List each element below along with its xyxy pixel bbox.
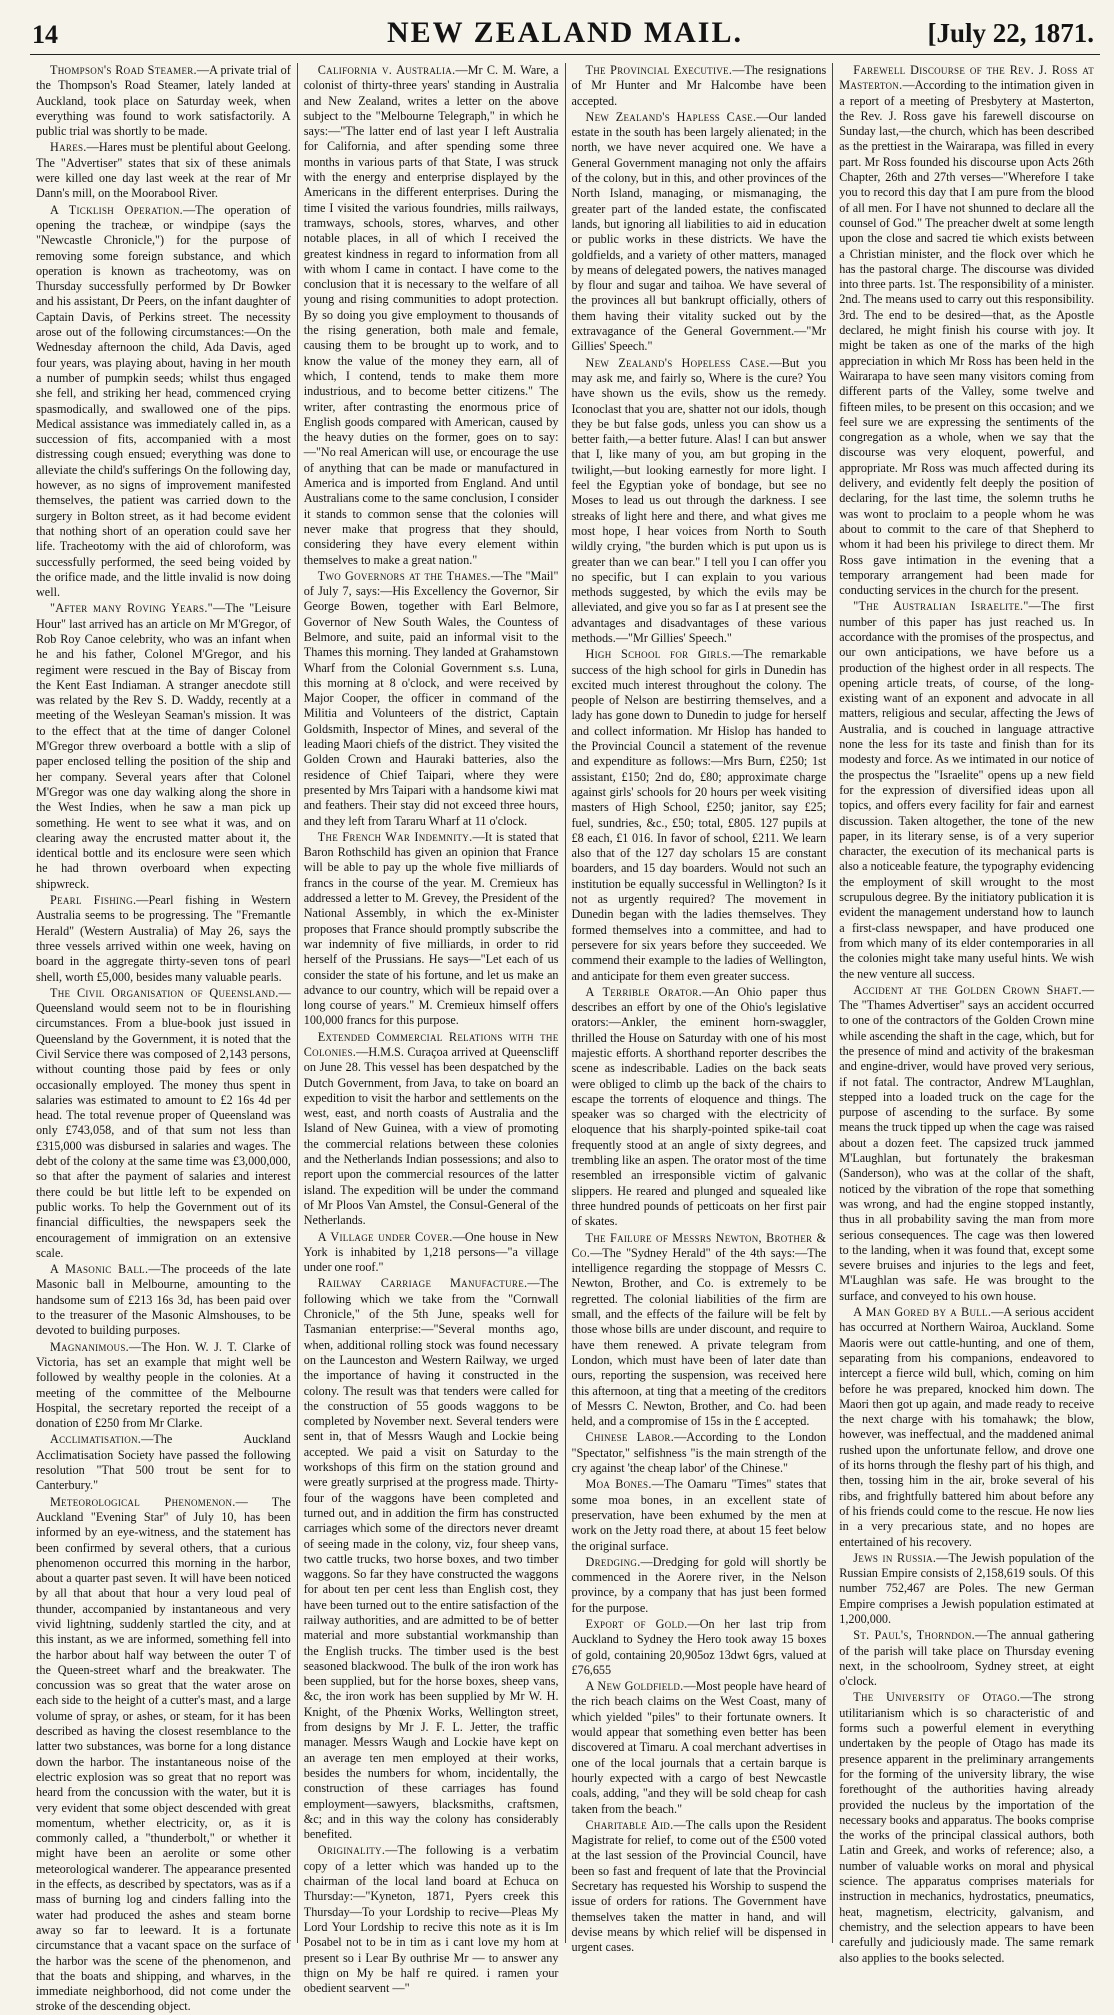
article-headline: The Failure of Messrs Newton, Brother & Co. [571, 1230, 827, 1260]
article-body: —The "Thames Advertiser" says an accident occurred to one of the contractors of the Golden Crown mine while ascending the shaft in the cage, which, but for the presence of mind and activity of the brakesman and engine-driver, would have proved very serious, if not fatal. The contractor, Andrew M'Laughlan, stepped into a loaded truck on the cage for the purpose of ascending to the surface. By some means the truck tipped up when the cage was raised about a dozen feet. The capsized truck jammed M'Laughlan, but fortunately the brakesman (Sanderson), who was at the collar of the shaft, noticed by the vibration of the rope that something was wrong, and had the engine stopped instantly, thus in all probability saving the man from more serious consequences. The cage was then lowered to the landing, when it was found that, except some severe bruises and injuries to the legs and feet, M'Laughlan was safe. He was brought to the surface, and conveyed to his own house. [839, 982, 1094, 1303]
article-headline: The Provincial Executive. [585, 63, 733, 77]
article-headline: Chinese Labor. [585, 1430, 675, 1445]
article-body: —One house in New York is inhabited by 1,218 persons—"a village under one roof." [303, 1229, 559, 1275]
article-body: —The operation of opening the tracheæ, or windpipe (says the "Newcastle Chronicle,") for the purpose of removing some foreign substance, and which operation is known as tracheotomy, was on Thursday successfully performed by Dr Bowker and his assistant, Dr Peers, on the infant daughter of Captain Davis, of Perkins street. The necessity arose out of the following circumstances:—On the Wednesday afternoon the child, Ada Davis, aged four years, was playing about, having in her mouth a number of pumpkin seeds; whilst thus engaged she fell, and striking her head, commenced crying spasmodically, and swallowed one of the pips. Medical assistance was immediately called in, as a succession of fits, accompanied with a most distressing cough ensued; everything was done to alleviate the child's sufferings On the following day, however, as no signs of improvement manifested themselves, the patient was carried down to the surgery in Bolton street, as it had become evident that nothing short of an operation could save her life. Tracheotomy with the aid of chloroform, was successfully performed, the seed being voided by the orifice made, and the little invalid is now doing well. [36, 202, 291, 600]
article-body: —H.M.S. Curaçoa arrived at Queenscliff on June 28. This vessel has been despatched by the Dutch Government, from Java, to take on board an expedition to visit the harbor and settlements on the west, east, and north coasts of Australia and the Island of New Guinea, with a view of promoting the commercial relations between these colonies and the Netherlands Indian possessions; and also to report upon the commercial resources of the latter island. The expedition will be under the command of Mr Ploos Van Amstel, the Consul-General of the Netherlands. [303, 1045, 559, 1228]
article-headline: A Terrible Orator. [585, 984, 702, 999]
article-body: — The Auckland "Evening Star" of July 10, has been informed by an eye-witness, and the statement has been confirmed by several others, that a curious phenomenon occurred this morning in the harbor, about a quarter past seven. It will have been noticed by all that about that hour a very loud peal of thunder, accompanied by instantaneous and very vivid lightning, suddenly startled the city, and at this instant, as we are informed, something fell into the harbor about half way between the outer T of the Queen-street wharf and the breakwater. The concussion was so great that the water arose on each side to the height of a cutter's mast, and a large volume of spray, or ashes, or steam, for it has been described as having the closest resemblance to the latter two substances, was borne for a long distance down the harbor. The instantaneous noise of the electric explosion was so great that no report was heard from the concussion with the water, but it is very evident that some object descended with great momentum, whether electricity, or, as it is commonly called, a "thunderbolt," or whether it might have been an aerolite or some other meteorological wanderer. The appearance presented in the effects, as described by spectators, was as if a mass of burning log and cinders falling into the water had produced the ashes and steam borne away so far to leeward. It is a fortunate circumstance that a vacant space on the surface of the harbor was the scene of the phenomenon, and that the boats and shipping, and wharves, in the immediate neighborhood, did not come under the stroke of the descending object. [36, 1494, 291, 2014]
article-headline: Thompson's Road Steamer. [50, 63, 197, 77]
article-headline: Magnanimous. [50, 1339, 129, 1354]
article-body: —On her last trip from Auckland to Sydney the Hero took away 15 boxes of gold, containing 20,905oz 13dwt 6grs, valued at £76,655 [571, 1616, 827, 1677]
article [572, 110, 827, 355]
article-headline: Two Governors at the Thames. [317, 568, 491, 583]
article [36, 63, 291, 139]
newspaper-title: NEW ZEALAND MAIL. [387, 16, 743, 49]
article-headline: Moa Bones. [585, 1477, 652, 1492]
article-headline: Acclimatisation. [50, 1432, 142, 1447]
article-headline: "After many Roving Years." [50, 601, 213, 616]
article-body: —The "Mail" of July 7, says:—His Excellency the Governor, Sir George Bowen, together with Earl Belmore, Governor of New South Wales, the Countess of Belmore, and suite, paid an informal visit to the Thames this morning. They landed at Grahamstown Wharf from the Colonial Government s.s. Luna, this morning at 8 o'clock, and were received by Major Cooper, the officer in command of the Militia and Volunteers of the district, Captain Goldsmith, Inspector of Mines, and several of the leading Maori chiefs of the district. They visited the Golden Crown and Hauraki batteries, also the residence of Chief Taipari, where they were presented by Mrs Taipari with a handsome kiwi mat and feathers. Their stay did not exceed three hours, and they left from Tararu Wharf at 11 o'clock. [303, 568, 559, 828]
article-headline: Farewell Discourse of the Rev. J. Ross at Masterton. [839, 63, 1094, 93]
article-headline: "The Australian Israelite." [853, 599, 1029, 614]
column-1 [30, 63, 298, 2014]
article [572, 1818, 827, 1956]
article [36, 1432, 291, 1493]
article-body: —Queensland would seem not to be in flourishing circumstances. From a blue-book just issued in Queensland by the Government, it is noted that the Civil Service there was composed of 2,143 persons, without counting those paid by fees or only occasionally employed. The money thus spent in salaries was estimated to amount to £2 16s 4d per head. The total revenue proper of Queensland was only £743,058, and of that sum not less than £315,000 was disbursed in salaries and wages. The debt of the colony at the same time was £3,000,000, so that after the payment of salaries and interest there could be but little left to be expended on public works. To help the Government out of its financial difficulties, the newspapers seek the encouragement of immigration on an extensive scale. [36, 985, 291, 1260]
article-body: —The following is a verbatim copy of a letter which was handed up to the chairman of the local land board at Echuca on Thursday:—"Kyneton, 1871, Pyers creek this Thursday—To your Lordship to recive—Pleas My Lord Your Lordship to recive this note as it is Im Posabel not to be in tim as i cant love my hom at present so i Lear By outhrise Mr — to answer any thign on My be half re quired. i ramen your obedient searvent —" [303, 1843, 559, 1996]
column-4 [833, 63, 1100, 1965]
article-headline: New Zealand's Hapless Case. [585, 109, 757, 124]
article-headline: The Civil Organisation of Queensland. [50, 985, 279, 1000]
article [572, 1555, 827, 1616]
article-headline: Hares. [50, 140, 87, 155]
article-body: —The annual gathering of the parish will take place on Thursday evening next, in the schoolroom, Sydney street, at eight o'clock. [839, 1628, 1094, 1689]
article [36, 986, 291, 1261]
article [304, 1276, 559, 1842]
article [36, 1262, 291, 1338]
article-headline: St. Paul's, Thorndon. [853, 1628, 976, 1643]
article [36, 140, 291, 201]
article-body: —Dredging for gold will shortly be commenced in the Aorere river, in the Nelson province, by a company that has just been formed for the purpose. [571, 1554, 827, 1615]
article-body: —Our landed estate in the south has been largely alienated; in the north, we have never acquired one. We have a General Government managing not only the affairs of the colony, but in this, and other provinces of the North Island, managing, or mismanaging, the greater part of the landed estate, the confiscated lands, but ignoring all liabilities to aid in education or public works in these districts. We have the goldfields, and a variety of other matters, managed by means of delegated powers, the natives managed by flour and sugar and taihoa. We have several of the provinces all but bankrupt officially, others of them having their vitality sucked out by the extravagance of the General Government.—"Mr Gillies' Speech." [571, 109, 827, 354]
article-body: —Pearl fishing in Western Australia seems to be progressing. The "Fremantle Herald" (Western Australia) of May 26, says the three vessels arrived within one week, having on board in the aggregate thirty-seven tons of pearl shell, worth £5,000, besides many valuable pearls. [36, 893, 291, 984]
article [572, 63, 827, 109]
article-body: —The strong utilitarianism which is so characteristic of and forms such a powerful element in everything undertaken by the people of Otago has made its presence apparent in the preliminary arrangements for the forming of the university library, the wise forethought of the authorities having already provided the nucleus by the importation of the necessary books and apparatus. The books comprise the works of the principal classical authors, both Latin and Greek, and works of reference; also, a number of valuable works on moral and physical science. The apparatus comprises materials for instruction in mechanics, hydrostatics, pneumatics, heat, magnetism, electricity, galvanism, and chemistry, and the selection appears to have been carefully and judiciously made. The same remark also applies to the books selected. [839, 1690, 1094, 1965]
article-headline: Pearl Fishing. [50, 893, 137, 908]
article-body: —The proceeds of the late Masonic ball in Melbourne, amounting to the handsome sum of £213 16s 3d, has been paid over to the treasurer of the Masonic Almshouses, to be devoted to building purposes. [36, 1262, 291, 1338]
article [304, 63, 559, 568]
article-body: —The calls upon the Resident Magistrate for relief, to come out of the £500 voted at the last session of the Provincial Council, have been so fast and frequent of late that the Provincial Secretary has requested his Worship to suspend the issue of orders for rations. The Government have themselves taken the matter in hand, and will devise means by which relief will be dispensed in urgent cases. [571, 1817, 827, 1955]
article-body: —The following which we take from the "Cornwall Chronicle," of the 5th June, speaks well for Tasmanian enterprise:—"Several months ago, when, additional rolling stock was found necessary on the Launceston and Western Railway, we urged the importance of having it constructed in the colony. The result was that tenders were called for the construction of 55 goods waggons to be completed by November next. Several tenders were sent in, that of Messrs Waugh and Lockie being accepted. We paid a visit on Saturday to the workshops of this firm on the station ground and were greatly surprised at the progress made. Thirty-four of the waggons have been completed and turned out, and in addition the firm has constructed carriages which some of the directors never dreamt of seeing made in the colony, viz, four sheep vans, two cattle trucks, two horse boxes, and two timber waggons. So far they have constructed the waggons for about ten per cent less than English cost, they have been turned out to the entire satisfaction of the railway authorities, and are admitted to be of better material and more substantial workmanship than the English trucks. The timber used is the best seasoned blackwood. The bulk of the iron work has been supplied, but for the horse boxes, sheep vans, &c, the iron work has been supplied by Mr W. H. Knight, of the Phœnix Works, Wellington street, from designs by Mr J. F. L. Jetter, the traffic manager. Messrs Waugh and Lockie have kept on an average ten men employed at their works, besides the numbers for whom, incidentally, the construction of these carriages has found employment—sawyers, blacksmiths, craftsmen, &c; and in this way the colony has considerably benefited. [303, 1276, 559, 1842]
article-headline: A Man Gored by a Bull. [853, 1305, 992, 1320]
article-headline: A New Goldfield. [585, 1679, 684, 1694]
article [36, 601, 291, 892]
column-2 [298, 63, 566, 1996]
article-headline: The French War Indemnity. [317, 829, 473, 844]
article-body: —The Jewish population of the Russian Empire consists of 2,158,619 souls. Of this number 752,467 are Poles. The new German Empire comprises a Jewish population estimated at 1,200,000. [839, 1550, 1095, 1626]
article-headline: The University of Otago. [853, 1690, 1021, 1705]
article-body: —According to the London "Spectator," selfishness "is the main strength of the cry against 'the cheap labor' of the Chinese." [571, 1430, 827, 1476]
article-body: —A private trial of the Thompson's Road Steamer, lately landed at Auckland, took place on Saturday week, when everything was found to work satisfactorily. A public trial was shortly to be made. [36, 63, 291, 139]
article-body: —The "Leisure Hour" last arrived has an article on Mr M'Gregor, of Rob Roy Canoe celebrity, who was an infant when he and his father, Colonel M'Gregor, and his regiment were rescued in the Bay of Biscay from the Kent East Indiaman. A stranger anecdote still was related by the Rev S. D. Waddy, recently at a meeting of the Wesleyan Seaman's mission. It was to the effect that at the time of danger Colonel M'Gregor threw overboard a bottle with a slip of paper enclosed telling the position of the ship and her company. Several years after that Colonel M'Gregor was one day walking along the shore in the West Indies, when he saw a man pick up something. He went to see what it was, and on clearing away the encrusted matter about it, the identical bottle and its enclosure were seen which he had thrown overboard when expecting shipwreck. [36, 601, 291, 891]
article-body: —Mr C. M. Ware, a colonist of thirty-three years' standing in Australia and New Zealand, writes a letter on the above subject to the "Melbourne Telegraph," in which he says:—"The latter end of last year I left Australia for California, and after spending some three months in various parts of that State, I was struck with the energy and enterprise displayed by the Americans in the different enterprises. During the time I visited the various foundries, mills railways, tramways, schools, stores, wharves, and other notable places, in all of which I received the greatest kindness in regard to information from all with whom I came in contact. I have come to the conclusion that it is necessary to the welfare of all young and rising communities to adopt protection. By so doing you give employment to thousands of the rising generation, both male and female, causing them to be brought up to work, and to know the value of the money they earn, all of which, I contend, tends to make them more industrious, and to become better citizens." The writer, after contrasting the enormous price of English goods compared with American, caused by the heavy duties on the former, goes on to say:—"No real American will use, or encourage the use of anything that can be made or manufactured in America and is imported from England. And until Australians come to the same conclusion, I consider it stands to common sense that the colonies will never make that progress that they should, considering they have every element within themselves to make a great nation." [303, 63, 559, 567]
article-headline: Jews in Russia. [853, 1550, 937, 1565]
article-body: —It is stated that Baron Rothschild has given an opinion that France will be able to pay up the whole five milliards of francs in the course of the year. M. Cremieux has addressed a letter to M. Grevey, the President of the National Assembly, in which the ex-Minister proposes that France should promptly subscribe the war indemnity of five milliards, in order to rid herself of the Prussians. He says—"Let each of us consider the state of his fortune, and let us make an advance to our country, which will be repaid over a long course of years." M. Cremieux himself offers 100,000 francs for this purpose. [303, 829, 559, 1028]
article-headline: Extended Commercial Relations with the Colonies. [303, 1029, 559, 1059]
article-headline: Meteorological Phenomenon. [50, 1494, 236, 1509]
article-headline: A Ticklish Operation. [50, 202, 183, 217]
article-headline: New Zealand's Hopeless Case. [585, 355, 770, 370]
article-body: —Most people have heard of the rich beach claims on the West Coast, many of which yielded "piles" to their fortunate owners. It would appear that something even better has been discovered at Timaru. A coal merchant advertises in one of the local journals that a certain barque is hourly expected with a cargo of best Newcastle coals, adding, "and they will be sold cheap for cash taken from the beach." [571, 1679, 827, 1816]
article [839, 1628, 1094, 1689]
article-body: —The first number of this paper has just reached us. In accordance with the promises of the prospectus, and our own anticipations, we have before us a production of the highest order in all respects. The opening article treats, of course, of the long-existing want of an exponent and advocate in all matters, religious and secular, affecting the Jews of Australia, and is couched in language attractive none the less for its taste and finish than for its modesty and force. As we intimated in our notice of the prospectus the "Israelite" opens up a new field for the expression of diversified ideas upon all topics, and offers every facility for fair and earnest discussion. Taken altogether, the tone of the new paper, in its literary sense, is of a very superior character, the execution of its mechanical parts is also a noticeable feature, the typography evidencing the employment of skill wrought to the most scrupulous degree. By the initiatory publication it is evident the management understand how to launch a first-class newspaper, and have produced one from which many of its elder contemporaries in all the colonies might take many useful hints. We wish the new venture all success. [839, 599, 1094, 981]
article-headline: Charitable Aid. [585, 1817, 674, 1832]
article-headline: Dredging. [585, 1554, 641, 1569]
article-body: —The resignations of Mr Hunter and Mr Halcombe have been accepted. [571, 63, 827, 108]
page-number: 14 [32, 20, 58, 49]
article [839, 983, 1094, 1304]
article [36, 893, 291, 985]
article-body: —The Oamaru "Times" states that some moa bones, in an excellent state of preservation, have been exhumed by the men at work on the Jetty road there, at about 15 feet below the original surface. [571, 1477, 827, 1553]
article [36, 1340, 291, 1432]
columns [30, 63, 1100, 2014]
article-body: —The Hon. W. J. T. Clarke of Victoria, has set an example that might well be followed by wealthy people in the colonies. At a meeting of the committee of the Melbourne Hospital, the secretary reported the receipt of a donation of £250 from Mr Clarke. [36, 1339, 291, 1431]
article [839, 599, 1094, 981]
article [572, 1477, 827, 1553]
article-body: —A serious accident has occurred at Northern Wairoa, Auckland. Some Maoris were out cattle-hunting, and one of them, separating from his companions, endeavored to intercept a fierce wild bull, which, coming on him before he was prepared, knocked him down. The Maori then got up again, and made ready to receive the next charge with his tomahawk; the blow, however, was ineffectual, and the maddened animal rushed upon the unfortunate fellow, and drove one of its horns through the fleshy part of his thigh, and then, tossing him in the air, broke several of his ribs, and frightfully battered him about before any of his friends could come to the rescue. He now lies in a very precarious state, and no hopes are entertained of his recovery. [839, 1305, 1094, 1549]
issue-date: [July 22, 1871. [927, 18, 1094, 48]
article [839, 1305, 1094, 1550]
article [572, 985, 827, 1230]
article [839, 63, 1094, 598]
article [572, 1617, 827, 1678]
article-headline: Originality. [317, 1843, 386, 1858]
article-body: —But you may ask me, and fairly so, Where is the cure? You have shown us the evils, show us the remedy. Iconoclast that you are, shatter not our idols, though they be but false gods, unless you can show us a better faith,—a better future. Alas! I can but answer that I, like many of you, am but groping in the twilight,—but looking earnestly for more light. I feel the Egyptian yoke of bondage, but see no Moses to lead us out through the darkness. I see streaks of light here and there, and what gives me most hope, I hear voices from North to South wildly crying, "the burden which is put upon us is greater than we can bear." I tell you I can offer you no specific, but I can explain to you various methods suggested, by which the evils may be alleviated, and give you so far as I at present see the advantages and disadvantages of these various methods.—"Mr Gillies' Speech." [571, 355, 827, 645]
masthead [30, 10, 1100, 55]
article-headline: Railway Carriage Manufacture. [317, 1276, 528, 1291]
article-headline: Accident at the Golden Crown Shaft. [853, 982, 1082, 997]
article [572, 1231, 827, 1430]
article [572, 356, 827, 647]
article-body: —The Auckland Acclimatisation Society have passed the following resolution "That 500 trout be sent for to Canterbury." [36, 1432, 291, 1493]
article [572, 1430, 827, 1476]
article [304, 830, 559, 1029]
column-3 [566, 63, 834, 1955]
article-headline: California v. Australia. [317, 63, 456, 77]
article [572, 1679, 827, 1817]
article [572, 647, 827, 984]
article [304, 1030, 559, 1229]
article [304, 569, 559, 829]
article [36, 203, 291, 601]
article-headline: A Masonic Ball. [50, 1262, 149, 1277]
article-headline: Export of Gold. [585, 1616, 688, 1631]
article-body: —An Ohio paper thus describes an effort by one of the Ohio's legislative orators:—Ankler, the eminent horn-swaggler, thrilled the House on Saturday with one of his most majestic efforts. A shorthand reporter describes the scene as indescribable. Ladies on the back seats were obliged to climb up the back of the chairs to escape the torrents of eloquence and things. The speaker was so charged with the electricity of eloquence that his sharply-pointed spike-tail coat frequently stood at an angle of sixty degrees, and trembling like an aspen. The orator most of the time resembled an irresponsible victim of galvanic slippers. He reared and plunged and squealed like three hundred pounds of petticoats on her first pair of skates. [571, 984, 827, 1229]
article-headline: High School for Girls. [585, 647, 732, 662]
article-body: —The "Sydney Herald" of the 4th says:—The intelligence regarding the stoppage of Messrs C. Newton, Brother, and Co. is extremely to be regretted. The colonial liabilities of the firm are small, and the effects of the failure will be felt by those whose bills are under discount, and require to have them renewed. A private telegram from London, which must have been of later date than ours, reporting the suspension, was received here this afternoon, at ting that a meeting of the creditors of Messrs C. Newton, Brother, and Co. had been held, and a compromise of 15s in the £ accepted. [571, 1245, 827, 1429]
article-body: —The remarkable success of the high school for girls in Dunedin has excited much interest throughout the colony. The people of Nelson are bestirring themselves, and a lady has gone down to Dunedin to judge for herself and collect information. Mr Hislop has handed to the Provincial Council a statement of the revenue and expenditure as follows:—Mrs Burn, £250; 1st assistant, £150; 2nd do, £80; approximate charge against girls' schools for 20 hours per week visiting masters of High School, £250; janitor, say £25; fuel, sundries, &c., £50; total, £805. 127 pupils at £8 each, £1 016. In favor of school, £211. We learn also that of the 127 day scholars 15 are constant boarders, and 15 day boarders. Would not such an institution be equally successful in Wellington? Is it not as urgently required? The movement in Dunedin began with the ladies themselves. They formed themselves into a committee, and had to persevere for six years before they succeeded. We commend their example to the ladies of Wellington, and anticipate for them even greater success. [571, 647, 827, 983]
article-body: —Hares must be plentiful about Geelong. The "Advertiser" states that six of these animals were killed one day last week at the rear of Mr Dann's mill, on the Moorabool River. [36, 140, 291, 201]
article [839, 1551, 1094, 1627]
article [304, 1230, 559, 1276]
article-body: —According to the intimation given in a report of a meeting of Presbytery at Masterton, the Rev. J. Ross gave his farewell discourse on Sunday last,—the church, which has been described as the prettiest in the Wairarapa, was filled in every part. Mr Ross founded his discourse upon Acts 26th Chapter, 26th and 27th verses—"Wherefore I take you to record this day that I am pure from the blood of all men. For I have not shunned to declare all the counsel of God." The preacher dwelt at some length upon the close and sacred tie which exists between a Christian minister, and the flock over which he has the pastoral charge. The discourse was divided into three parts. 1st. The responsibility of a minister. 2nd. The means used to carry out this responsibility. 3rd. The end to be desired—that, as the Apostle declared, he might finish his course with joy. It might be taken as one of the marks of the high appreciation in which Mr Ross has been held in the Wairarapa to have seen many visitors coming from different parts of the Valley, some twelve and fifteen miles, to be present on this occasion; and we feel sure we are expressing the sentiments of the congregation as a whole, when we say that the discourse was very eloquent, powerful, and appropriate. Mr Ross was much affected during its delivery, and evidently felt deeply the position of declaring, for the last time, the solemn truths he was wont to proclaim to a people whom he was about to commit to the care of that Shepherd to whom it had been his privilege to direct them. Mr Ross gave intimation in the evening that a temporary arrangement had been made for conducting services in the church for the present. [839, 78, 1094, 598]
article [304, 1843, 559, 1996]
article-headline: A Village under Cover. [317, 1229, 453, 1244]
article [36, 1495, 291, 2015]
article [839, 1690, 1094, 1965]
